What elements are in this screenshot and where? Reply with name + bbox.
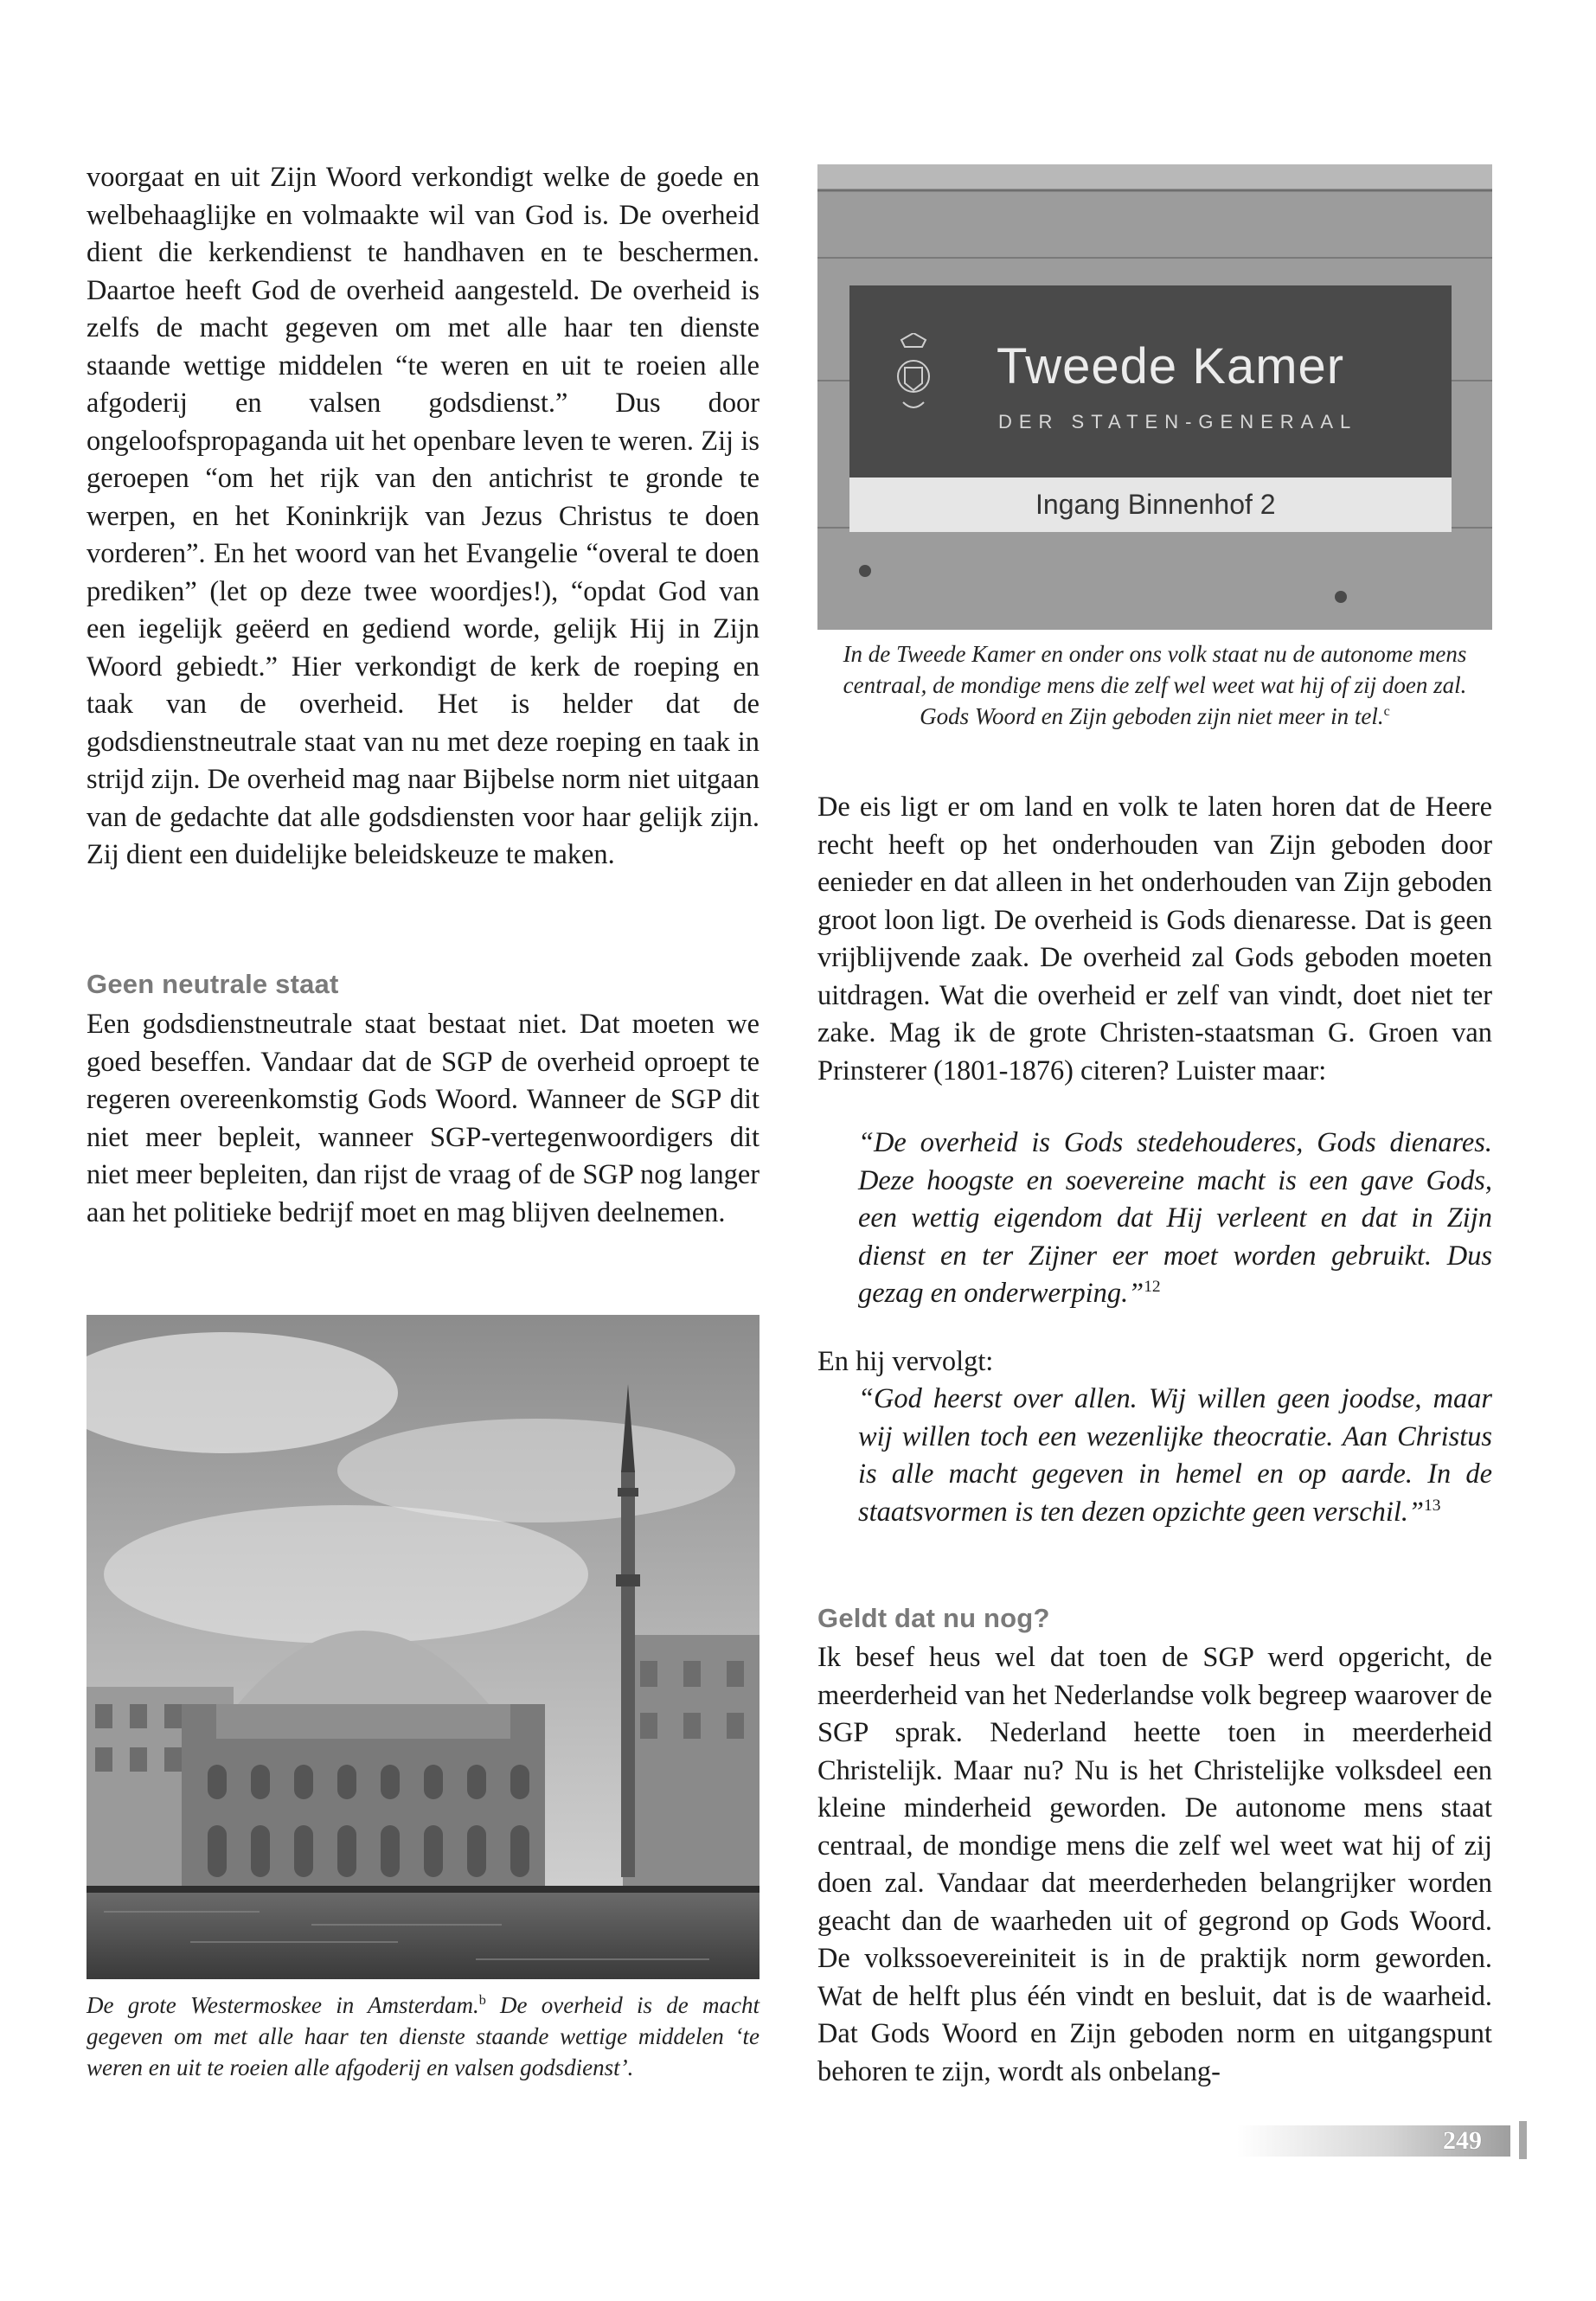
nameplate-sign <box>849 285 1452 532</box>
sign-subtitle: DER STATEN-GENERAAL <box>998 411 1358 433</box>
quote-text: “De overheid is Gods stedehouderes, Gods dienares. Deze hoogste en soevereine macht is een gave Gods, een wettig eigendom dat Hij verleent en dat in Zijn dienst en ter Zijner eer moet worden gebruikt. Dus gezag en onderwerping.” <box>858 1127 1492 1309</box>
section-heading: Geldt dat nu nog? <box>817 1603 1050 1633</box>
body-paragraph: Een godsdienstneutrale staat bestaat niet. Dat moeten we goed beseffen. Vandaar dat de SGP de overheid oproept te regeren overeenkomstig Gods Woord. Wanneer de SGP dit niet meer bepleit, wanneer SGP-vertegenwoordigers dit niet meer bepleiten, dan rijst de vraag of de SGP nog langer aan het politieke bedrijf moet en mag blijven deelnemen. <box>87 1009 760 1228</box>
footnote-marker: b <box>478 1992 486 2008</box>
body-paragraph: Ik besef heus wel dat toen de SGP werd opgericht, de meerderheid van het Nederlandse volk begreep waarover de SGP sprak. Nederland heette toen in meerderheid Christelijk. Maar nu? Nu is het Christelijke volksdeel een kleine minderheid geworden. De autonome mens staat centraal, de mondige mens die zelf wel weet wat hij of zij doen zal. Vandaar dat meerderheden belangrijker worden geacht dan de waarheden uit of gegrond op Gods Woord. De volkssoevereiniteit is in de praktijk norm geworden. Wat de helft plus één vindt en besluit, dat is de waarheid. Dat Gods Woord en Zijn geboden norm en uitgangspunt behoren te zijn, wordt als onbelang- <box>817 1642 1492 2087</box>
mosque-illustration <box>87 1315 760 1979</box>
footnote-ref: 12 <box>1144 1278 1161 1297</box>
page-number: 249 <box>1443 2126 1482 2155</box>
tweede-kamer-photo <box>817 164 1492 630</box>
body-paragraph: En hij vervolgt: <box>817 1346 994 1377</box>
mosque-photo <box>87 1315 760 1979</box>
footnote-marker: c <box>1383 703 1390 719</box>
block-quote <box>858 1381 1492 1531</box>
sign-title: Tweede Kamer <box>997 338 1345 394</box>
caption-text: In de Tweede Kamer en onder ons volk staat nu de autonome mens centraal, de mondige mens die zelf wel weet wat hij of zij doen zal. Gods Woord en Zijn geboden zijn niet meer in tel. <box>843 641 1467 729</box>
sign-entrance: Ingang Binnenhof 2 <box>1035 489 1276 520</box>
photo-caption <box>817 638 1492 732</box>
quote-text: “God heerst over allen. Wij willen geen joodse, maar wij willen toch een wezenlijke theocratie. Aan Christus is alle macht gegeven in hemel en op aarde. In de staatsvormen is ten dezen opzichte geen verschil.” <box>858 1383 1492 1528</box>
footnote-ref: 13 <box>1423 1496 1441 1515</box>
photo-caption <box>87 1990 760 2083</box>
section-heading: Geen neutrale staat <box>87 969 339 999</box>
page-edge-marker <box>1519 2121 1527 2159</box>
body-paragraph: De eis ligt er om land en volk te laten horen dat de Heere recht heeft op het onderhouden van Zijn geboden door eenieder en dat alleen in het onderhouden van Zijn geboden groot loon ligt. De overheid is Gods dienaresse. Dat is geen vrijblijvende zaak. De overheid zal Gods geboden moeten uitdragen. Wat die overheid er zelf van vindt, doet niet ter zake. Mag ik de grote Christen-staatsman G. Groen van Prinsterer (1801-1876) citeren? Luister maar: <box>817 792 1492 1086</box>
coat-of-arms-icon <box>893 333 934 420</box>
block-quote <box>858 1125 1492 1313</box>
body-paragraph: voorgaat en uit Zijn Woord verkondigt welke de goede en welbehaaglijke en volmaakte wil van God is. De overheid dient die kerkendienst te handhaven en te beschermen. Daartoe heeft God de overheid aangesteld. De overheid is zelfs de macht gegeven om met alle haar ten dienste staande wettige middelen “te weren en uit te roeien alle afgoderij en valsen godsdienst.” Dus door ongeloofspropaganda uit het openbare leven te weren. Zij is geroepen “om het rijk van den antichrist te gronde te werpen, en het Koninkrijk van Jezus Christus te doen vorderen”. En het woord van het Evangelie “overal te doen prediken” (let op deze twee woordjes!), “opdat God van een iegelijk geëerd en gediend worde, gelijk Hij in Zijn Woord gebiedt.” Hier verkondigt de kerk de roeping en taak van de overheid. Het is helder dat de godsdienstneutrale staat van nu met deze roeping en taak in strijd zijn. De overheid mag naar Bijbelse norm niet uitgaan van de gedachte dat alle godsdiensten voor haar gelijk zijn. Zij dient een duidelijke beleidskeuze te maken. <box>87 162 760 870</box>
caption-text: De overheid is de macht gegeven om met alle haar ten dienste staande wettige middelen ‘te weren en uit te roeien alle afgoderij en valsen godsdienst’. <box>87 1992 760 2080</box>
caption-text: De grote Westermoskee in Amsterdam. <box>87 1992 479 2018</box>
